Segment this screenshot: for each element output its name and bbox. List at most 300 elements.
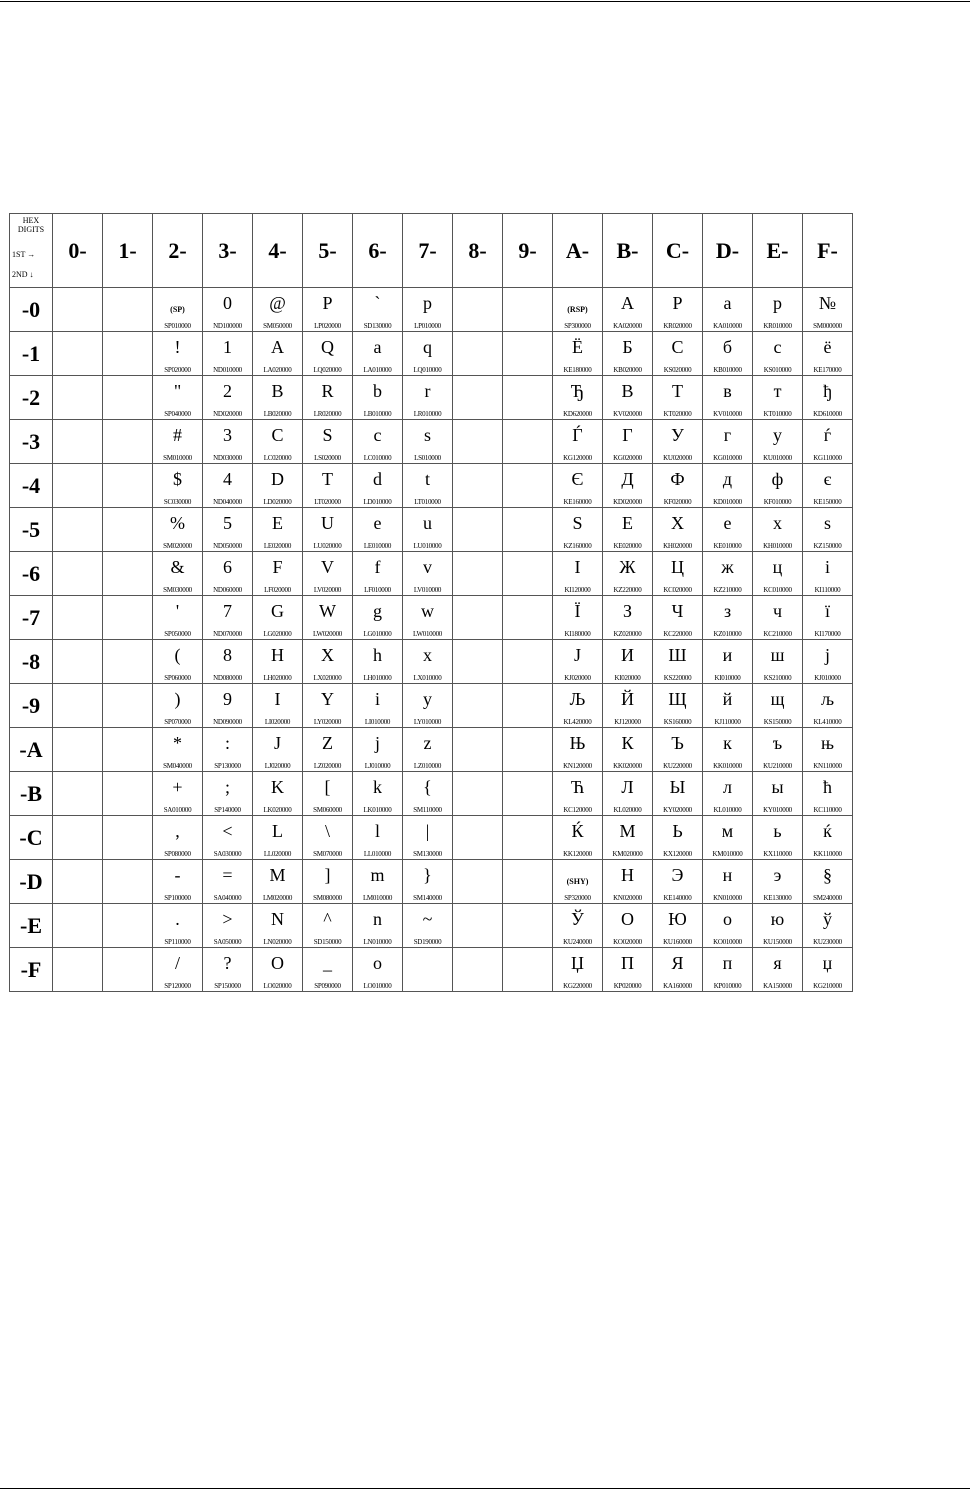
character-glyph: и xyxy=(722,645,733,665)
character-glyph: S xyxy=(322,425,333,445)
character-glyph: е xyxy=(723,513,732,533)
code-cell xyxy=(753,860,803,904)
character-glyph: с xyxy=(773,337,782,357)
code-cell xyxy=(803,288,853,332)
character-glyph: К xyxy=(621,733,634,753)
character-id: SP020000 xyxy=(164,366,191,374)
code-cell xyxy=(303,464,353,508)
character-glyph: J xyxy=(273,733,281,753)
empty-cell xyxy=(453,420,503,464)
character-id: KR020000 xyxy=(663,322,692,330)
character-id: KL010000 xyxy=(713,806,742,814)
character-glyph: Є xyxy=(571,469,584,489)
character-id: SP100000 xyxy=(164,894,191,902)
character-id: SA050000 xyxy=(213,938,242,946)
character-glyph: - xyxy=(174,865,181,885)
code-cell xyxy=(553,464,603,508)
table-row xyxy=(10,376,853,420)
table-row xyxy=(10,508,853,552)
character-glyph: t xyxy=(424,469,430,489)
character-id: LC010000 xyxy=(363,454,392,462)
code-cell xyxy=(353,596,403,640)
code-cell xyxy=(553,904,603,948)
code-cell xyxy=(403,464,453,508)
character-glyph: d xyxy=(373,469,382,489)
code-cell xyxy=(803,420,853,464)
code-cell xyxy=(303,376,353,420)
character-glyph: в xyxy=(723,381,732,401)
code-cell xyxy=(753,684,803,728)
character-id: KE140000 xyxy=(663,894,692,902)
code-cell xyxy=(253,948,303,992)
character-glyph: Ђ xyxy=(570,381,585,401)
character-id: KA160000 xyxy=(663,982,692,990)
empty-cell xyxy=(453,640,503,684)
character-glyph: i xyxy=(374,689,380,709)
code-cell xyxy=(353,816,403,860)
character-glyph: Ў xyxy=(571,909,584,929)
column-header: D- xyxy=(703,214,753,288)
code-cell xyxy=(403,728,453,772)
character-id: SP070000 xyxy=(164,718,191,726)
character-id: KV010000 xyxy=(713,410,742,418)
code-cell xyxy=(753,640,803,684)
character-glyph: m xyxy=(370,865,385,885)
code-cell xyxy=(653,640,703,684)
code-cell xyxy=(703,728,753,772)
character-id: LE010000 xyxy=(363,542,392,550)
character-glyph: u xyxy=(423,513,432,533)
code-cell xyxy=(403,772,453,816)
code-cell xyxy=(803,728,853,772)
character-id: KU220000 xyxy=(663,762,692,770)
empty-cell xyxy=(103,772,153,816)
empty-cell xyxy=(53,684,103,728)
code-cell xyxy=(653,552,703,596)
empty-cell xyxy=(53,772,103,816)
character-glyph: ї xyxy=(824,601,830,621)
code-cell xyxy=(403,596,453,640)
character-id: LR020000 xyxy=(313,410,342,418)
character-id: KN020000 xyxy=(613,894,642,902)
empty-cell xyxy=(103,684,153,728)
character-glyph: Ь xyxy=(672,821,683,841)
character-id: LC020000 xyxy=(263,454,292,462)
character-id: SM240000 xyxy=(813,894,842,902)
character-glyph: g xyxy=(373,601,382,621)
character-glyph: Ё xyxy=(572,337,583,357)
empty-cell xyxy=(53,332,103,376)
character-glyph: 6 xyxy=(223,557,232,577)
code-cell xyxy=(403,684,453,728)
hex-digits-label: HEX DIGITS xyxy=(17,216,45,234)
row-header: -3 xyxy=(10,420,53,464)
character-glyph: з xyxy=(723,601,732,621)
code-cell xyxy=(653,816,703,860)
empty-cell xyxy=(53,816,103,860)
code-cell xyxy=(653,596,703,640)
code-cell xyxy=(803,816,853,860)
table-row xyxy=(10,464,853,508)
code-cell xyxy=(403,508,453,552)
character-id: LF010000 xyxy=(364,586,391,594)
character-id: LH010000 xyxy=(363,674,392,682)
character-id: LV020000 xyxy=(313,586,342,594)
character-id: LV010000 xyxy=(413,586,442,594)
empty-cell xyxy=(503,948,553,992)
character-id: KY020000 xyxy=(663,806,692,814)
empty-cell xyxy=(503,596,553,640)
code-cell xyxy=(753,816,803,860)
character-id: KA010000 xyxy=(713,322,742,330)
character-glyph: Я xyxy=(671,953,684,973)
character-id: SP150000 xyxy=(214,982,241,990)
code-cell xyxy=(753,552,803,596)
character-glyph: f xyxy=(374,557,381,577)
character-id: SP040000 xyxy=(164,410,191,418)
character-glyph: b xyxy=(373,381,382,401)
character-glyph: P xyxy=(322,293,333,313)
code-cell xyxy=(703,508,753,552)
code-cell xyxy=(203,816,253,860)
character-glyph: | xyxy=(425,821,430,841)
code-cell xyxy=(653,332,703,376)
table-row xyxy=(10,640,853,684)
empty-cell xyxy=(53,904,103,948)
character-id: KU150000 xyxy=(763,938,792,946)
code-cell xyxy=(753,772,803,816)
code-cell xyxy=(203,552,253,596)
empty-cell xyxy=(53,948,103,992)
code-cell xyxy=(603,596,653,640)
character-id: SM110000 xyxy=(413,806,442,814)
empty-cell xyxy=(103,904,153,948)
character-id: LI010000 xyxy=(364,718,391,726)
character-glyph: Њ xyxy=(569,733,586,753)
code-cell xyxy=(603,332,653,376)
character-glyph: W xyxy=(319,601,336,621)
code-cell xyxy=(703,904,753,948)
character-glyph: p xyxy=(423,293,432,313)
character-glyph: < xyxy=(222,821,233,841)
code-cell xyxy=(303,640,353,684)
code-cell xyxy=(803,640,853,684)
character-glyph: B xyxy=(271,381,284,401)
code-cell xyxy=(803,860,853,904)
character-glyph: У xyxy=(671,425,684,445)
character-glyph: U xyxy=(321,513,334,533)
row-header: -5 xyxy=(10,508,53,552)
table-row xyxy=(10,948,853,992)
character-glyph: 3 xyxy=(223,425,232,445)
character-id: KZ150000 xyxy=(813,542,842,550)
character-id: LB010000 xyxy=(363,410,392,418)
character-id: SM140000 xyxy=(413,894,442,902)
code-cell xyxy=(203,948,253,992)
code-cell xyxy=(553,860,603,904)
character-id: KH010000 xyxy=(763,542,792,550)
empty-cell xyxy=(53,376,103,420)
code-cell xyxy=(803,376,853,420)
character-id: SP090000 xyxy=(314,982,341,990)
code-cell xyxy=(253,464,303,508)
table-row xyxy=(10,420,853,464)
code-cell xyxy=(403,860,453,904)
code-cell xyxy=(553,420,603,464)
column-header: C- xyxy=(653,214,703,288)
table-row xyxy=(10,904,853,948)
code-cell xyxy=(803,904,853,948)
table-row xyxy=(10,596,853,640)
code-cell xyxy=(153,332,203,376)
character-id: KK120000 xyxy=(563,850,592,858)
character-id: KN120000 xyxy=(563,762,592,770)
character-glyph: ' xyxy=(175,601,180,621)
character-glyph: С xyxy=(671,337,684,357)
character-glyph: М xyxy=(619,821,636,841)
character-id: KG210000 xyxy=(813,982,842,990)
code-cell xyxy=(653,728,703,772)
character-id: KG120000 xyxy=(563,454,592,462)
character-id: KA150000 xyxy=(763,982,792,990)
character-id: LZ020000 xyxy=(313,762,342,770)
code-cell xyxy=(203,464,253,508)
code-cell xyxy=(303,288,353,332)
table-row xyxy=(10,288,853,332)
code-cell xyxy=(653,684,703,728)
character-id: KD620000 xyxy=(563,410,592,418)
character-id: SM050000 xyxy=(263,322,292,330)
character-glyph: э xyxy=(773,865,782,885)
character-id: KI110000 xyxy=(814,586,841,594)
character-glyph: ё xyxy=(823,337,832,357)
character-glyph: 8 xyxy=(223,645,232,665)
character-id: LG010000 xyxy=(363,630,392,638)
character-id: KG010000 xyxy=(713,454,742,462)
character-id: KM010000 xyxy=(712,850,743,858)
character-glyph: l xyxy=(374,821,380,841)
character-glyph: п xyxy=(722,953,733,973)
character-glyph: A xyxy=(271,337,284,357)
code-cell xyxy=(703,596,753,640)
character-glyph: я xyxy=(773,953,782,973)
code-cell xyxy=(353,464,403,508)
character-id: LS020000 xyxy=(314,454,341,462)
code-cell xyxy=(353,728,403,772)
character-id: KJ110000 xyxy=(714,718,741,726)
row-header: -0 xyxy=(10,288,53,332)
character-id: KS210000 xyxy=(763,674,792,682)
code-cell xyxy=(203,728,253,772)
character-id: ND060000 xyxy=(213,586,242,594)
header-row xyxy=(10,214,853,288)
character-id: SP300000 xyxy=(564,322,591,330)
empty-cell xyxy=(453,508,503,552)
column-header: 1- xyxy=(103,214,153,288)
character-glyph: r xyxy=(424,381,431,401)
character-glyph: Ї xyxy=(574,601,581,621)
code-cell xyxy=(603,860,653,904)
character-glyph: y xyxy=(423,689,432,709)
character-glyph: ! xyxy=(174,337,181,357)
character-id: KF010000 xyxy=(763,498,792,506)
column-header: 4- xyxy=(253,214,303,288)
code-cell xyxy=(603,288,653,332)
character-glyph: ы xyxy=(771,777,784,797)
character-glyph: ъ xyxy=(772,733,783,753)
empty-cell xyxy=(503,332,553,376)
first-digit-label: 1ST → xyxy=(12,250,36,259)
character-id: LO010000 xyxy=(363,982,392,990)
code-cell xyxy=(603,772,653,816)
character-glyph: } xyxy=(423,865,432,885)
character-glyph: w xyxy=(421,601,434,621)
empty-cell xyxy=(453,684,503,728)
empty-cell xyxy=(453,772,503,816)
character-glyph: * xyxy=(173,733,182,753)
empty-cell xyxy=(503,288,553,332)
code-cell xyxy=(603,464,653,508)
code-cell xyxy=(153,288,203,332)
character-glyph: л xyxy=(723,777,732,797)
character-id: LA020000 xyxy=(263,366,292,374)
character-id: KC010000 xyxy=(763,586,792,594)
code-cell xyxy=(303,552,353,596)
code-cell xyxy=(253,376,303,420)
code-cell xyxy=(153,464,203,508)
character-id: KI180000 xyxy=(564,630,591,638)
character-id: LE020000 xyxy=(263,542,292,550)
character-glyph: 7 xyxy=(223,601,232,621)
character-glyph: 5 xyxy=(223,513,232,533)
character-glyph: г xyxy=(723,425,732,445)
code-cell xyxy=(303,508,353,552)
code-cell xyxy=(803,332,853,376)
code-cell xyxy=(703,684,753,728)
character-glyph: Ф xyxy=(670,469,685,489)
character-glyph: ђ xyxy=(823,381,832,401)
code-cell xyxy=(753,376,803,420)
character-glyph: ћ xyxy=(823,777,832,797)
character-id: SP060000 xyxy=(164,674,191,682)
code-cell xyxy=(753,508,803,552)
character-glyph: Г xyxy=(622,425,633,445)
code-cell xyxy=(603,508,653,552)
empty-cell xyxy=(453,288,503,332)
character-id: SM000000 xyxy=(813,322,842,330)
character-glyph: . xyxy=(175,909,180,929)
character-id: LL020000 xyxy=(263,850,292,858)
code-cell xyxy=(553,816,603,860)
character-glyph: Ш xyxy=(668,645,687,665)
character-id: LW010000 xyxy=(413,630,442,638)
code-cell xyxy=(803,948,853,992)
character-glyph: / xyxy=(174,953,180,973)
character-glyph: Ѓ xyxy=(572,425,583,445)
empty-cell xyxy=(453,728,503,772)
character-glyph: а xyxy=(723,293,732,313)
character-glyph: н xyxy=(722,865,733,885)
code-cell xyxy=(353,904,403,948)
character-id: KZ020000 xyxy=(613,630,642,638)
table-row xyxy=(10,772,853,816)
empty-cell xyxy=(453,552,503,596)
row-header: -8 xyxy=(10,640,53,684)
character-glyph: ^ xyxy=(323,909,332,929)
character-glyph: З xyxy=(622,601,633,621)
character-id: ND070000 xyxy=(213,630,242,638)
character-id: KC020000 xyxy=(663,586,692,594)
character-glyph: , xyxy=(175,821,180,841)
code-cell xyxy=(403,904,453,948)
code-cell xyxy=(203,508,253,552)
character-glyph: ) xyxy=(174,689,181,709)
empty-cell xyxy=(453,816,503,860)
character-id: SM130000 xyxy=(413,850,442,858)
character-glyph: В xyxy=(621,381,634,401)
character-glyph: c xyxy=(373,425,382,445)
character-id: LJ010000 xyxy=(364,762,391,770)
character-id: SP110000 xyxy=(164,938,191,946)
character-glyph: ( xyxy=(174,645,181,665)
character-id: KJ010000 xyxy=(814,674,841,682)
character-glyph: у xyxy=(773,425,782,445)
bottom-rule xyxy=(0,1488,970,1489)
character-glyph: ж xyxy=(721,557,734,577)
empty-cell xyxy=(53,288,103,332)
code-cell xyxy=(403,420,453,464)
character-glyph: Џ xyxy=(571,953,584,973)
character-id: LU010000 xyxy=(413,542,442,550)
code-cell xyxy=(353,332,403,376)
character-id: KH020000 xyxy=(663,542,692,550)
character-id: LH020000 xyxy=(263,674,292,682)
code-cell xyxy=(353,508,403,552)
row-header: -6 xyxy=(10,552,53,596)
code-cell xyxy=(653,420,703,464)
code-cell xyxy=(653,904,703,948)
empty-cell xyxy=(103,948,153,992)
character-id: LL010000 xyxy=(363,850,392,858)
character-glyph: ќ xyxy=(823,821,832,841)
character-id: SA030000 xyxy=(213,850,242,858)
character-id: ND090000 xyxy=(213,718,242,726)
character-glyph: h xyxy=(373,645,382,665)
code-cell xyxy=(553,640,603,684)
code-cell xyxy=(403,640,453,684)
code-cell xyxy=(403,816,453,860)
character-glyph: D xyxy=(271,469,284,489)
code-cell xyxy=(203,332,253,376)
code-cell xyxy=(353,948,403,992)
empty-cell xyxy=(103,332,153,376)
character-glyph: Ѕ xyxy=(572,513,583,533)
character-id: KU210000 xyxy=(763,762,792,770)
empty-cell xyxy=(103,464,153,508)
column-header: 0- xyxy=(53,214,103,288)
code-cell xyxy=(253,684,303,728)
code-cell xyxy=(653,288,703,332)
code-cell xyxy=(153,552,203,596)
code-cell xyxy=(353,640,403,684)
character-glyph: @ xyxy=(269,293,286,313)
character-id: LA010000 xyxy=(363,366,392,374)
character-glyph: 2 xyxy=(223,381,232,401)
character-glyph: Е xyxy=(622,513,633,533)
character-glyph: о xyxy=(723,909,732,929)
code-cell xyxy=(153,596,203,640)
character-glyph: р xyxy=(773,293,782,313)
